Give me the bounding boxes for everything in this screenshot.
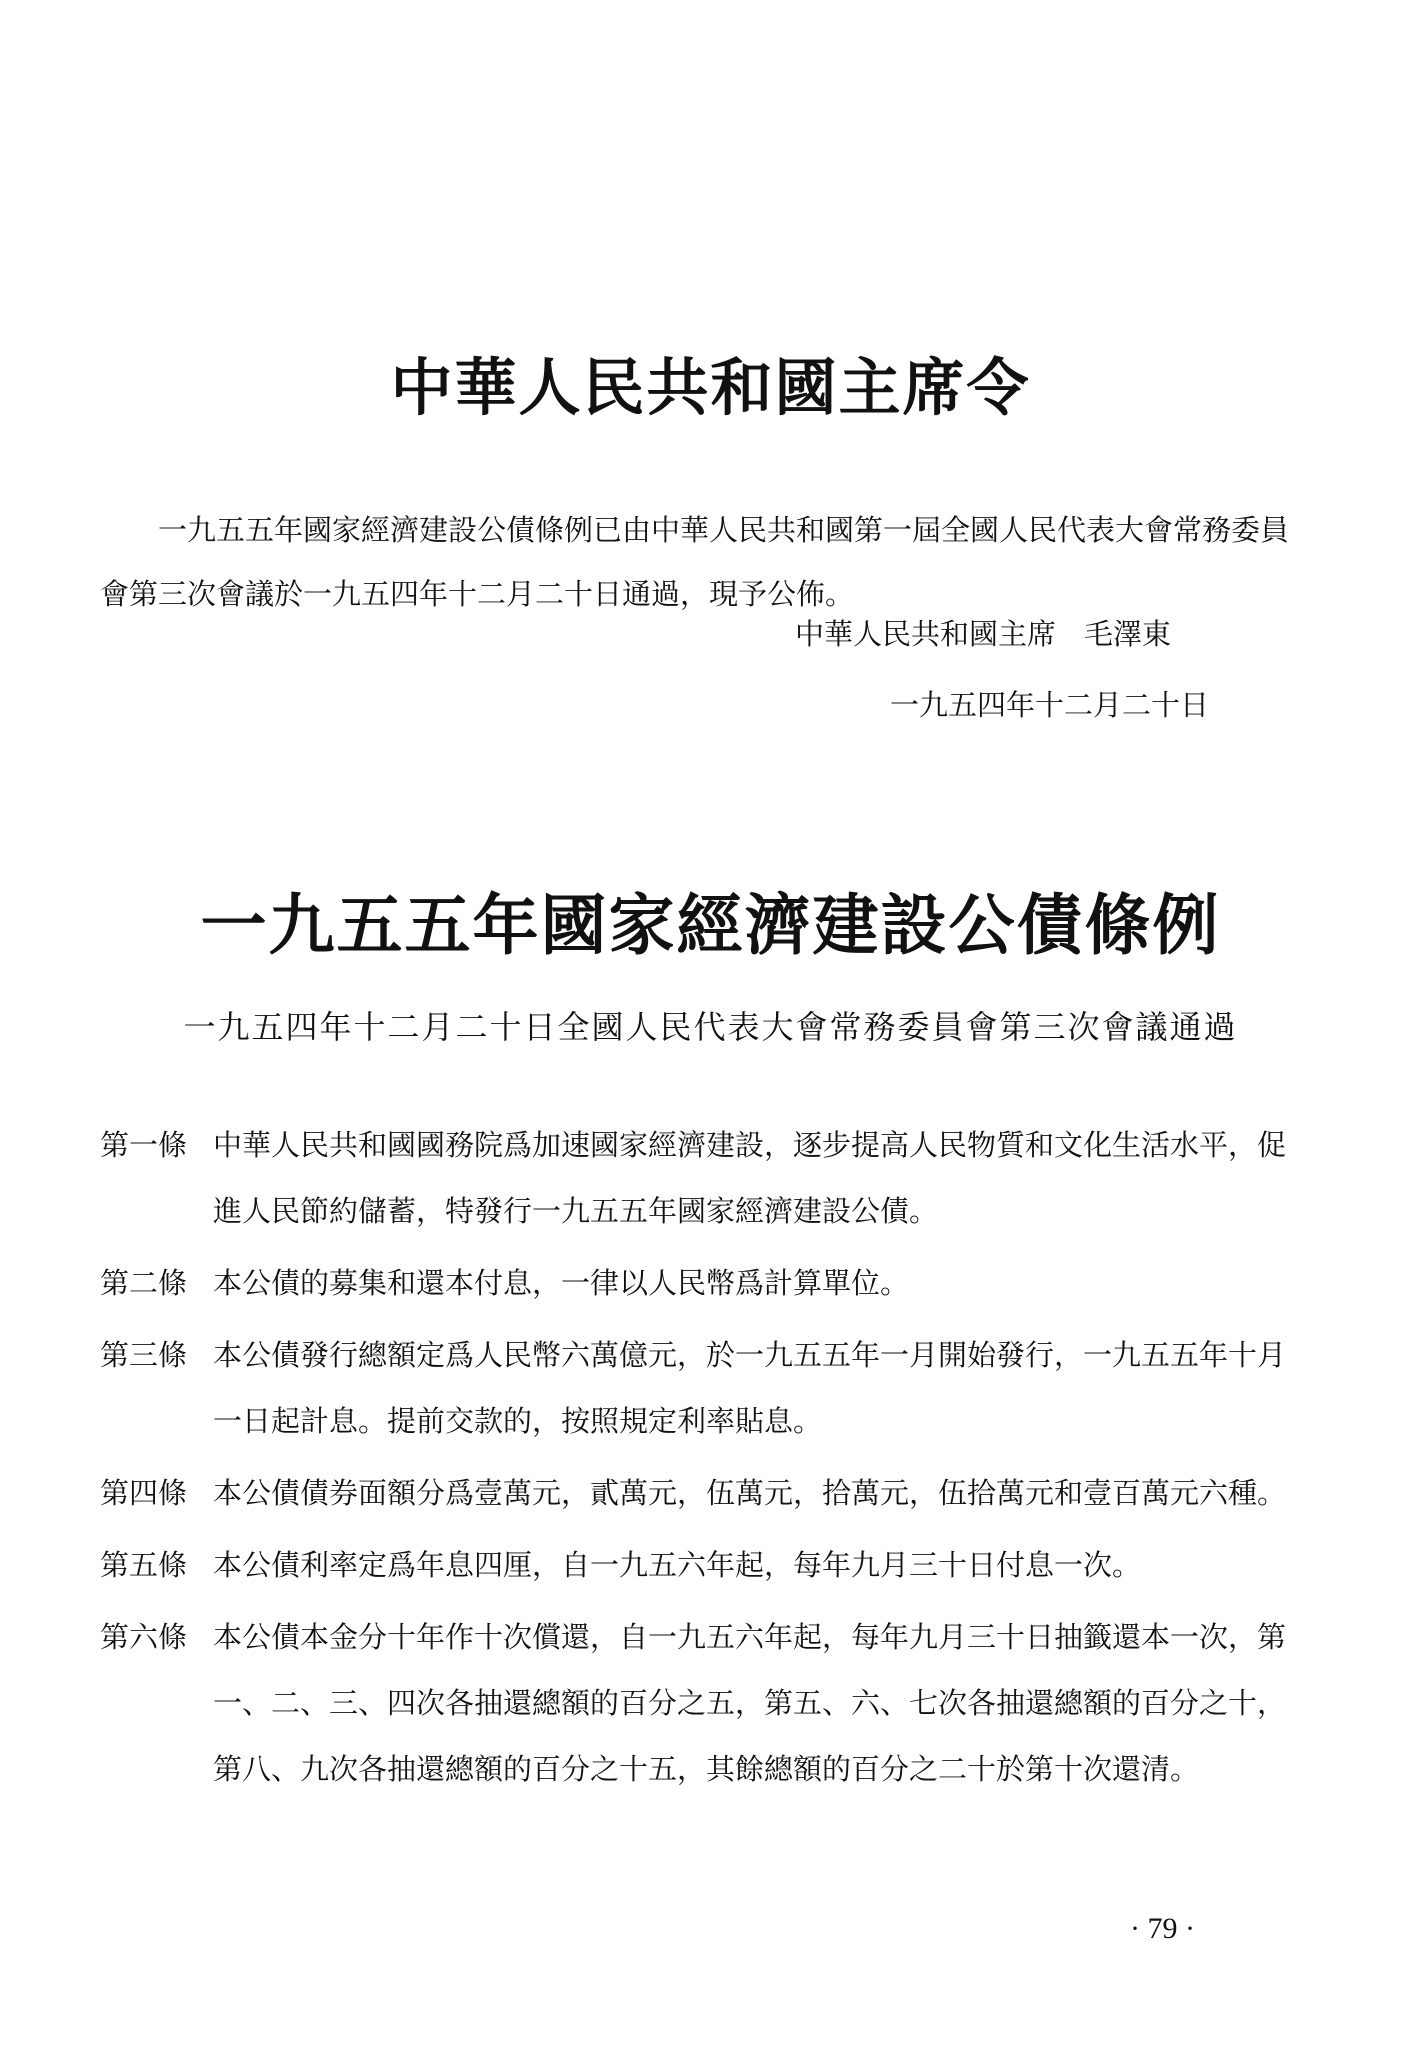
- regulation-subtitle: 一九五四年十二月二十日全國人民代表大會常務委員會第三次會議通過: [183, 1008, 1238, 1046]
- article-number: 第五條: [100, 1548, 188, 1582]
- article-1: [100, 1112, 1300, 1244]
- article-list: [100, 1112, 1300, 1808]
- article-number: 第六條: [100, 1620, 188, 1654]
- article-text: 本公債債券面額分爲壹萬元，貳萬元，伍萬元，拾萬元，伍拾萬元和壹百萬元六種。: [213, 1476, 1287, 1510]
- article-number: 第四條: [100, 1476, 188, 1510]
- article-text: 中華人民共和國國務院爲加速國家經濟建設，逐步提高人民物質和文化生活水平，促進人民節約儲蓄，特發行一九五五年國家經濟建設公債。: [213, 1128, 1287, 1228]
- order-date: 一九五四年十二月二十日: [890, 688, 1210, 722]
- article-2: [100, 1250, 1300, 1316]
- article-text: 本公債的募集和還本付息，一律以人民幣爲計算單位。: [213, 1266, 910, 1300]
- article-text: 本公債利率定爲年息四厘，自一九五六年起，每年九月三十日付息一次。: [213, 1548, 1142, 1582]
- article-6: [100, 1604, 1300, 1802]
- page-number: · 79 ·: [1130, 1912, 1195, 1945]
- article-text: 本公債發行總額定爲人民幣六萬億元，於一九五五年一月開始發行，一九五五年十月一日起計息。提前交款的，按照規定利率貼息。: [213, 1338, 1287, 1438]
- signer-title: 中華人民共和國主席: [795, 617, 1057, 651]
- article-number: 第一條: [100, 1128, 188, 1162]
- article-text: 本公債本金分十年作十次償還，自一九五六年起，每年九月三十日抽籤還本一次，第一、二、三、四次各抽還總額的百分之五，第五、六、七次各抽還總額的百分之十，第八、九次各抽還總額的百分之十五，其餘總額的百分之二十於第十次還清。: [213, 1620, 1287, 1786]
- article-number: 第二條: [100, 1266, 188, 1300]
- article-4: [100, 1460, 1300, 1526]
- signer-name: 毛澤東: [1084, 617, 1172, 651]
- order-title: 中華人民共和國主席令: [390, 351, 1031, 424]
- article-3: [100, 1322, 1300, 1454]
- regulation-title: 一九五五年國家經濟建設公債條例: [200, 886, 1221, 964]
- order-signature: [795, 612, 1171, 653]
- article-5: [100, 1532, 1300, 1598]
- order-body: 一九五五年國家經濟建設公債條例已由中華人民共和國第一屆全國人民代表大會常務委員會第三次會議於一九五四年十二月二十日通過，現予公佈。: [100, 513, 1290, 611]
- article-number: 第三條: [100, 1338, 188, 1372]
